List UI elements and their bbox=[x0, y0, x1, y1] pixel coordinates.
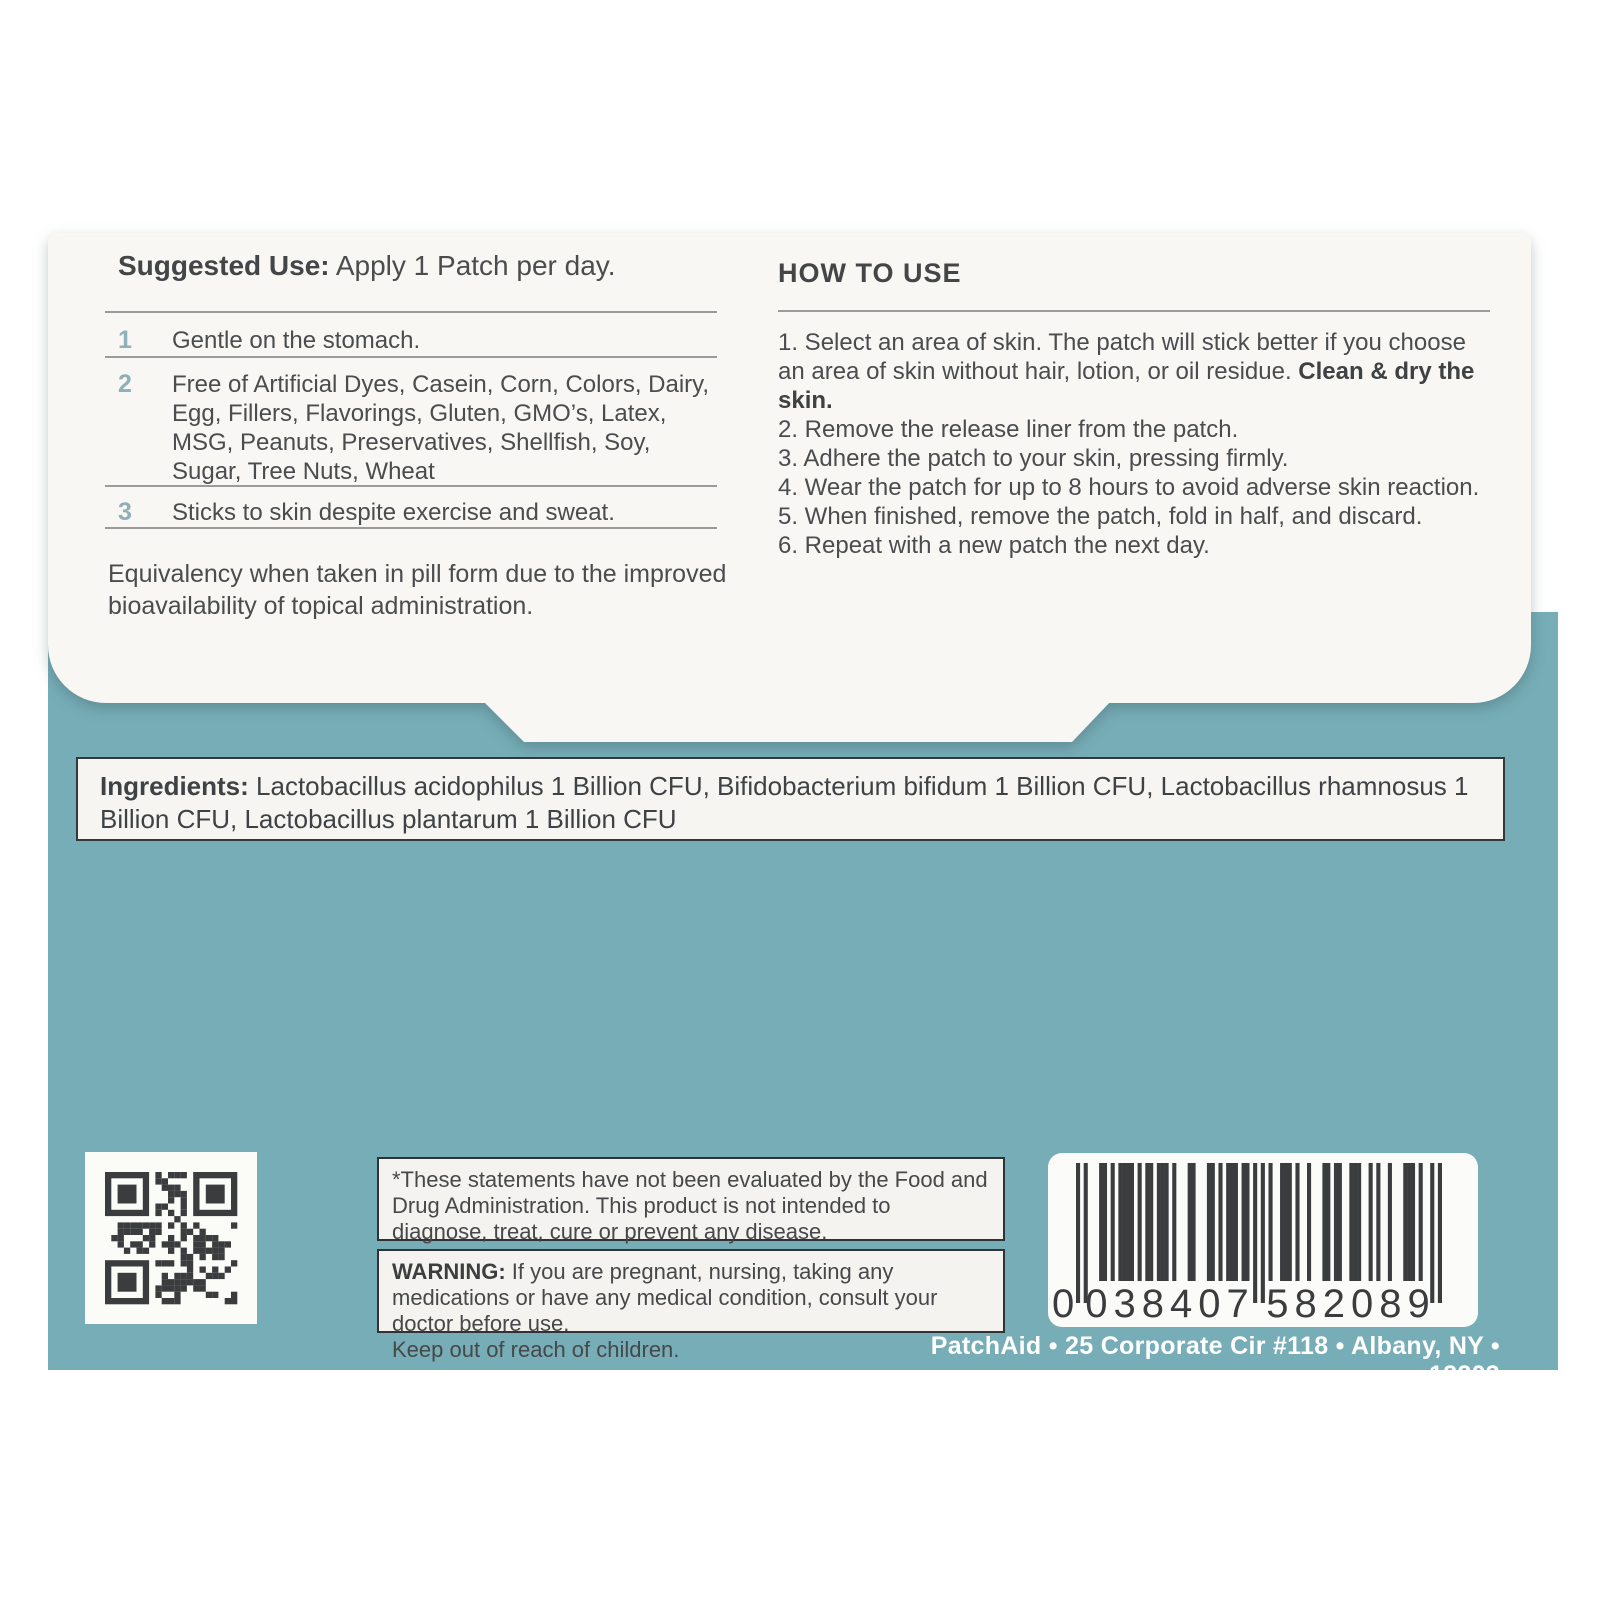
svg-text:038407: 038407 bbox=[1085, 1282, 1255, 1326]
ingredients-box bbox=[76, 757, 1505, 841]
how-to-use-steps bbox=[778, 328, 1498, 560]
list-item-number: 3 bbox=[118, 498, 132, 526]
how-to-use-heading: HOW TO USE bbox=[778, 258, 962, 288]
divider bbox=[105, 527, 717, 529]
divider bbox=[105, 485, 717, 487]
upc-barcode bbox=[1048, 1153, 1478, 1327]
suggested-use-heading bbox=[118, 250, 616, 282]
step-2: 2. Remove the release liner from the patch. bbox=[778, 416, 1239, 443]
qr-code-icon bbox=[85, 1152, 257, 1324]
flap-tuck-tab bbox=[482, 700, 1112, 742]
divider bbox=[778, 310, 1490, 312]
warning-line2: Keep out of reach of children. bbox=[392, 1337, 680, 1362]
fda-disclaimer-text: *These statements have not been evaluated by the Food and Drug Administration. This product is not intended to diagnose, treat, cure or prevent any disease. bbox=[392, 1167, 988, 1244]
svg-text:582089: 582089 bbox=[1266, 1282, 1436, 1326]
step-5: 5. When finished, remove the patch, fold in half, and discard. bbox=[778, 503, 1423, 530]
step-4: 4. Wear the patch for up to 8 hours to avoid adverse skin reaction. bbox=[778, 474, 1480, 501]
divider bbox=[105, 311, 717, 313]
warning-label: WARNING: bbox=[392, 1259, 506, 1284]
step-6: 6. Repeat with a new patch the next day. bbox=[778, 532, 1210, 559]
qr-code bbox=[85, 1152, 257, 1324]
divider bbox=[105, 356, 717, 358]
list-item: Free of Artificial Dyes, Casein, Corn, Colors, Dairy, Egg, Fillers, Flavorings, Gluten, GMO’s, Latex, MSG, Peanuts, Preservatives, Shellfish, Soy, Sugar, Tree Nuts, Wheat bbox=[172, 371, 710, 485]
warning-text: If you are pregnant, nursing, taking any medications or have any medical condition, consult your doctor before use. bbox=[392, 1259, 938, 1336]
list-item-number: 1 bbox=[118, 326, 132, 354]
equivalency-note: Equivalency when taken in pill form due to the improved bioavailability of topical administration. bbox=[108, 560, 727, 620]
step-3: 3. Adhere the patch to your skin, pressing firmly. bbox=[778, 445, 1289, 472]
ingredients-label: Ingredients: bbox=[100, 771, 249, 801]
suggested-use-label: Suggested Use: bbox=[118, 250, 330, 281]
svg-text:0: 0 bbox=[1052, 1282, 1081, 1326]
manufacturer-address: PatchAid • 25 Corporate Cir #118 • Albany, NY • 12203 bbox=[930, 1332, 1500, 1389]
warning-box bbox=[377, 1249, 1005, 1362]
step-1-bold: Clean & dry the skin. bbox=[778, 358, 1475, 414]
list-item-number: 2 bbox=[118, 370, 132, 398]
ingredients-text: Lactobacillus acidophilus 1 Billion CFU, Bifidobacterium bifidum 1 Billion CFU, Lactobacillus rhamnosus 1 Billion CFU, Lactobacillus plantarum 1 Billion CFU bbox=[100, 771, 1469, 834]
fda-disclaimer-box bbox=[377, 1157, 1005, 1244]
barcode-icon bbox=[1048, 1153, 1478, 1327]
list-item: Gentle on the stomach. bbox=[172, 327, 421, 354]
suggested-use-text: Apply 1 Patch per day. bbox=[335, 250, 616, 281]
step-1: 1. Select an area of skin. The patch will stick better if you choose an area of skin without hair, lotion, or oil residue. Clean & dry the skin. bbox=[778, 329, 1475, 414]
list-item: Sticks to skin despite exercise and sweat. bbox=[172, 499, 615, 526]
